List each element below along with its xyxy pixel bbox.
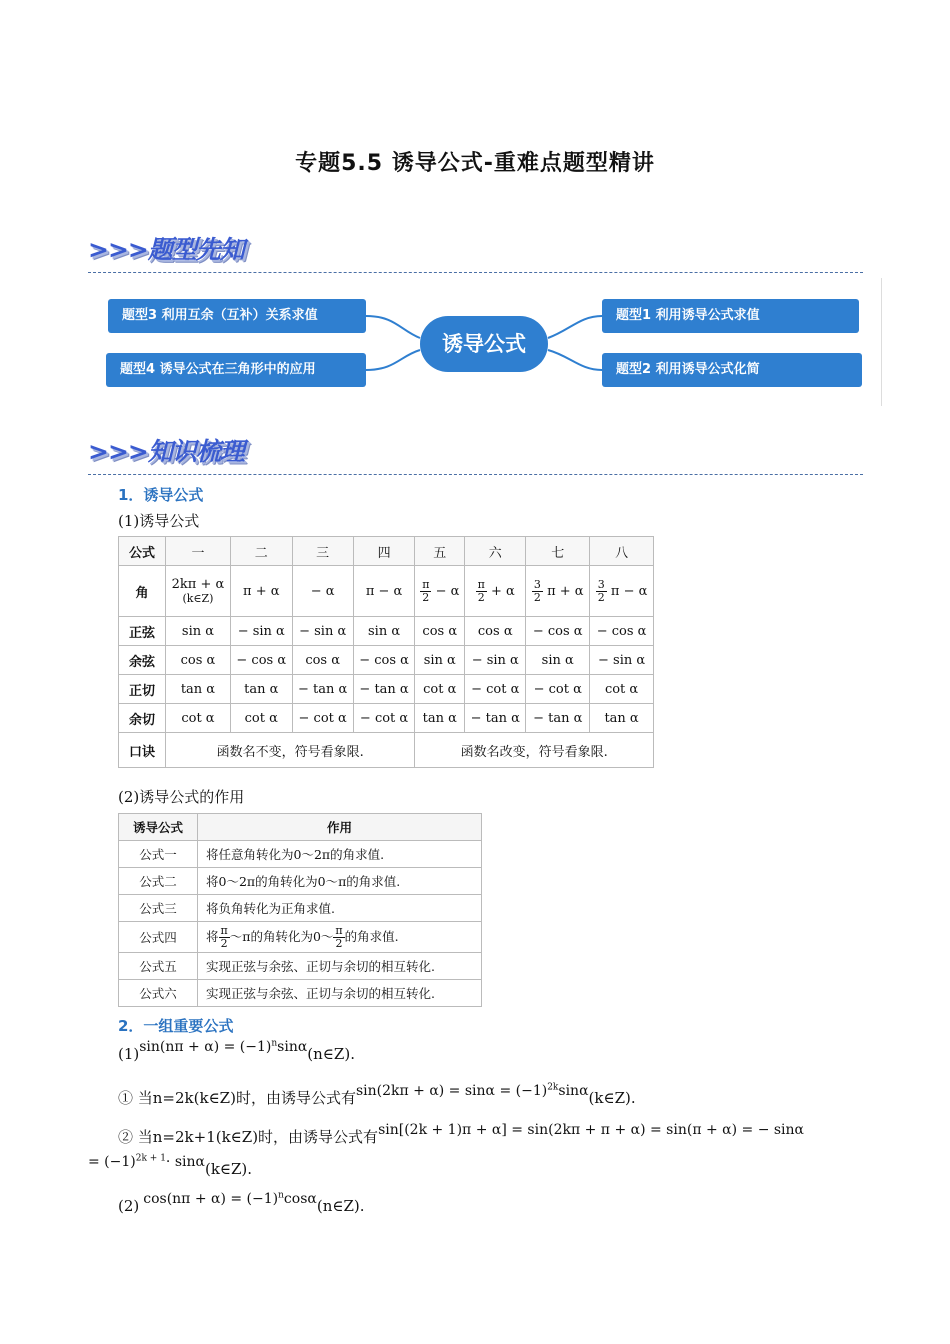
table-cell: − sin α: [590, 646, 654, 675]
table-cell: 八: [590, 537, 654, 566]
section-heading: 2．一组重要公式: [118, 1017, 234, 1035]
cell-text: 的角求值.: [344, 928, 399, 944]
table-cell: − tan α: [526, 704, 590, 733]
banner-text: >>>题型先知: [88, 235, 244, 264]
table-cell: 作用: [198, 814, 482, 841]
angle-text: π − α: [610, 583, 648, 599]
fraction: $\frac{\pi}{2}$: [220, 923, 228, 950]
table-cell: − sin α: [465, 646, 526, 675]
table-row: [119, 895, 482, 922]
banner-text: >>>知识梳理: [88, 437, 244, 466]
table-cell: [465, 566, 526, 617]
table-cell: − cos α: [526, 617, 590, 646]
case-1: [118, 1082, 636, 1108]
table-cell: 正切: [119, 675, 166, 704]
table-cell: 一: [166, 537, 231, 566]
table-cell: − α: [292, 566, 353, 617]
table-row: [119, 566, 654, 617]
page-title: 专题5.5 诱导公式-重难点题型精讲: [295, 151, 655, 176]
fraction: $\frac{3}{2}$: [597, 577, 605, 604]
table-row: [119, 733, 654, 768]
fraction: $\frac{3}{2}$: [533, 577, 541, 604]
table-cell: 余切: [119, 704, 166, 733]
formula-usage-table: [118, 813, 482, 1007]
formula-1: [118, 1038, 355, 1063]
angle-text: 2kπ + α: [171, 577, 225, 592]
table-cell: sin α: [166, 617, 231, 646]
table-cell: 将0～2π的角转化为0～π的角求值.: [198, 868, 482, 895]
table-row: [119, 953, 482, 980]
table-cell: 公式二: [119, 868, 198, 895]
table-cell: cos α: [465, 617, 526, 646]
table-row: [119, 814, 482, 841]
table-cell: 诱导公式: [119, 814, 198, 841]
table-cell: 实现正弦与余弦、正切与余切的相互转化.: [198, 980, 482, 1007]
table-cell: − sin α: [230, 617, 292, 646]
table-cell: 公式六: [119, 980, 198, 1007]
table-cell: − cos α: [590, 617, 654, 646]
table-cell: sin α: [353, 617, 415, 646]
dashed-divider: [88, 474, 863, 475]
cell-text: ～π的角转化为0～: [229, 928, 334, 944]
mindmap-node-type2: 题型2 利用诱导公式化简: [602, 353, 862, 387]
angle-text: − α: [435, 583, 460, 599]
table-cell: tan α: [590, 704, 654, 733]
table-cell: [590, 566, 654, 617]
table-row: [119, 841, 482, 868]
induction-formula-table: [118, 536, 654, 768]
table-cell: cos α: [415, 617, 465, 646]
mindmap-node-type1: 题型1 利用诱导公式求值: [602, 299, 859, 333]
table-cell: − cot α: [353, 704, 415, 733]
table-cell: 实现正弦与余弦、正切与余切的相互转化.: [198, 953, 482, 980]
table-cell: − tan α: [292, 675, 353, 704]
formula-math: sin[(2k + 1)π + α] = sin(2kπ + π + α) = sin(π + α) = − sinα: [378, 1122, 805, 1138]
table-cell: π + α: [230, 566, 292, 617]
table-cell: − cos α: [230, 646, 292, 675]
formula-math: = $(-1)^{2k + 1}\cdot \sin\alpha$: [88, 1153, 205, 1170]
table-row: [119, 617, 654, 646]
formula-text: (k∈Z).: [204, 1160, 253, 1178]
table-cell: cos α: [166, 646, 231, 675]
table-cell: [526, 566, 590, 617]
table-cell: − cot α: [465, 675, 526, 704]
table-cell: π − α: [353, 566, 415, 617]
table-cell: [415, 566, 465, 617]
table-cell: sin α: [526, 646, 590, 675]
subheading: (1)诱导公式: [118, 512, 200, 530]
table-cell: 公式四: [119, 922, 198, 953]
table-cell: 角: [119, 566, 166, 617]
table-cell: 正弦: [119, 617, 166, 646]
fraction: $\frac{\pi}{2}$: [477, 577, 485, 604]
formula-2: [118, 1190, 365, 1215]
table-cell: cot α: [590, 675, 654, 704]
table-cell: 将任意角转化为0～2π的角求值.: [198, 841, 482, 868]
table-row: [119, 868, 482, 895]
table-cell: [198, 922, 482, 953]
formula-text: (k∈Z).: [588, 1089, 636, 1107]
table-cell: 函数名不变，符号看象限.: [166, 733, 415, 768]
table-cell: 函数名改变，符号看象限.: [415, 733, 654, 768]
table-cell: tan α: [230, 675, 292, 704]
table-row: [119, 922, 482, 953]
fraction: $\frac{\pi}{2}$: [335, 923, 343, 950]
table-cell: − tan α: [353, 675, 415, 704]
case-2: [118, 1122, 805, 1147]
table-cell: − sin α: [292, 617, 353, 646]
cell-text: 将: [206, 928, 219, 944]
angle-text: + α: [491, 583, 515, 599]
formula-text: ② 当n=2k+1(k∈Z)时，由诱导公式有: [118, 1128, 379, 1146]
margin-line: [881, 278, 882, 406]
table-cell: 公式一: [119, 841, 198, 868]
table-cell: − cot α: [526, 675, 590, 704]
formula-math: $\cos(n\pi + \alpha) = (-1)^n\cos\alpha$: [143, 1190, 317, 1207]
table-cell: cos α: [292, 646, 353, 675]
table-cell: 余弦: [119, 646, 166, 675]
table-cell: cot α: [230, 704, 292, 733]
formula-math: $\sin(2k\pi + \alpha) = \sin\alpha = (-1)^{2k}\sin\alpha$: [355, 1082, 589, 1099]
table-cell: cot α: [415, 675, 465, 704]
mindmap-center: 诱导公式: [420, 316, 548, 372]
table-cell: − cot α: [292, 704, 353, 733]
table-cell: sin α: [415, 646, 465, 675]
table-cell: tan α: [415, 704, 465, 733]
fraction: $\frac{\pi}{2}$: [422, 577, 430, 604]
section-heading: 1．诱导公式: [118, 486, 204, 504]
table-cell: 口诀: [119, 733, 166, 768]
table-cell: 将负角转化为正角求值.: [198, 895, 482, 922]
table-cell: tan α: [166, 675, 231, 704]
mindmap-node-type4: 题型4 诱导公式在三角形中的应用: [106, 353, 366, 387]
formula-text: ① 当n=2k(k∈Z)时，由诱导公式有: [118, 1089, 356, 1107]
formula-text: (n∈Z).: [307, 1045, 355, 1063]
table-row: [119, 537, 654, 566]
table-cell: 公式五: [119, 953, 198, 980]
table-cell: [166, 566, 231, 617]
case-2-continued: [88, 1153, 253, 1178]
table-cell: 六: [465, 537, 526, 566]
banner-knowledge: [88, 432, 863, 478]
table-cell: 二: [230, 537, 292, 566]
angle-text: π + α: [547, 583, 584, 599]
subheading: (2)诱导公式的作用: [118, 788, 245, 806]
table-row: [119, 646, 654, 675]
formula-math: $\sin(n\pi + \alpha) = (-1)^n\sin\alpha$: [139, 1038, 308, 1055]
table-cell: − tan α: [465, 704, 526, 733]
table-cell: 三: [292, 537, 353, 566]
table-row: [119, 675, 654, 704]
table-cell: 公式三: [119, 895, 198, 922]
table-cell: 七: [526, 537, 590, 566]
formula-text: (2): [118, 1197, 140, 1215]
table-cell: cot α: [166, 704, 231, 733]
table-cell: 公式: [119, 537, 166, 566]
table-cell: 四: [353, 537, 415, 566]
formula-text: (n∈Z).: [316, 1197, 365, 1215]
table-row: [119, 980, 482, 1007]
angle-text: (k∈Z): [182, 592, 214, 605]
formula-text: (1): [118, 1045, 140, 1063]
mindmap-node-type3: 题型3 利用互余（互补）关系求值: [108, 299, 366, 333]
table-row: [119, 704, 654, 733]
table-cell: − cos α: [353, 646, 415, 675]
table-cell: 五: [415, 537, 465, 566]
